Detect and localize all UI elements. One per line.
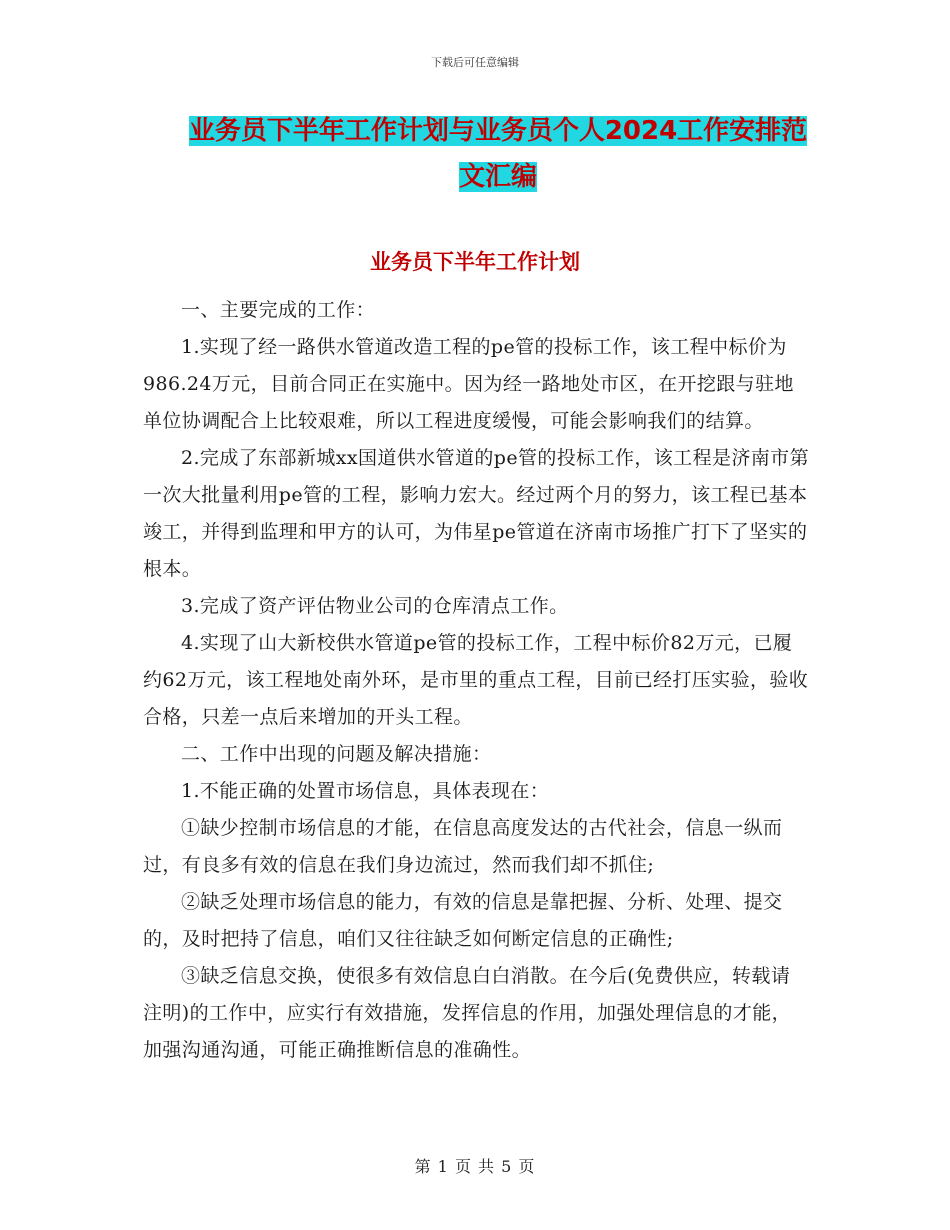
paragraph-item-2: 2.完成了东部新城xx国道供水管道的pe管的投标工作，该工程是济南市第一次大批量利用pe管的工程，影响力宏大。经过两个月的努力，该工程已基本竣工，并得到监理和甲方的认可，为伟星pe管道在济南市场推广打下了坚实的根本。	[143, 447, 809, 580]
paragraph-point-1: ①缺少控制市场信息的才能，在信息高度发达的古代社会，信息一纵而过，有良多有效的信息在我们身边流过，然而我们却不抓住;	[143, 817, 783, 876]
paragraph-problem-1: 1.不能正确的处置市场信息，具体表现在：	[181, 780, 550, 802]
paragraph-item-3: 3.完成了资产评估物业公司的仓库清点工作。	[181, 595, 569, 617]
document-title	[180, 108, 816, 200]
paragraph-item-4: 4.实现了山大新校供水管道pe管的投标工作，工程中标价82万元，已履约62万元，该工程地处南外环，是市里的重点工程，目前已经打压实验，验收合格，只差一点后来增加的开头工程。	[143, 632, 809, 728]
paragraph-point-2: ②缺乏处理市场信息的能力，有效的信息是靠把握、分析、处理、提交的，及时把持了信息，咱们又往往缺乏如何断定信息的正确性;	[143, 891, 783, 950]
paragraph-item-1: 1.实现了经一路供水管道改造工程的pe管的投标工作，该工程中标价为986.24万元，目前合同正在实施中。因为经一路地处市区，在开挖跟与驻地单位协调配合上比较艰难，所以工程进度缓慢，可能会影响我们的结算。	[143, 336, 794, 432]
document-body	[143, 292, 809, 1069]
heading-main-work: 一、主要完成的工作：	[181, 299, 376, 321]
document-title-highlight: 业务员下半年工作计划与业务员个人2024工作安排范文汇编	[188, 116, 808, 192]
section-title: 业务员下半年工作计划	[370, 250, 580, 274]
heading-problems: 二、工作中出现的问题及解决措施：	[181, 743, 492, 765]
page-footer: 第 1 页 共 5 页	[414, 1157, 536, 1176]
paragraph-point-3: ③缺乏信息交换，使很多有效信息白白消散。在今后(免费供应，转载请注明)的工作中，应实行有效措施，发挥信息的作用，加强处理信息的才能，加强沟通沟通，可能正确推断信息的准确性。	[143, 965, 792, 1061]
header-note: 下载后可任意编辑	[431, 56, 519, 69]
